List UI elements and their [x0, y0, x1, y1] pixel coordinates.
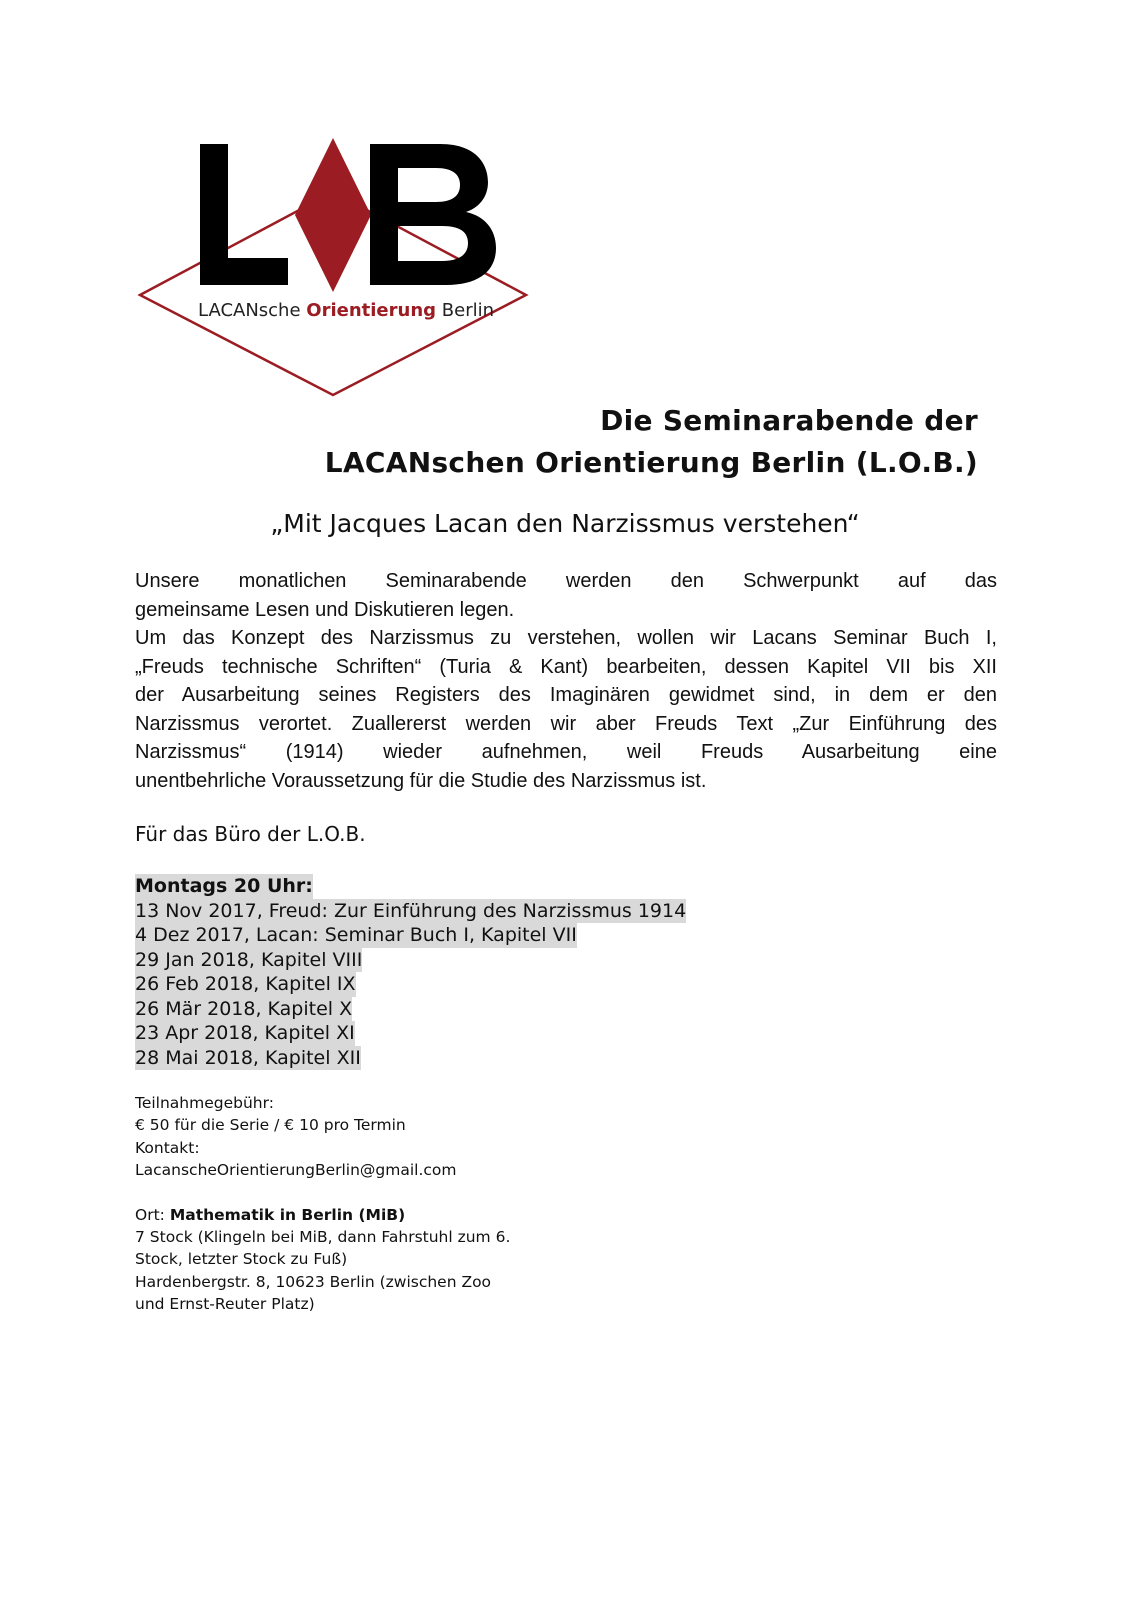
info-block [135, 1092, 997, 1182]
schedule-item: 26 Feb 2018, Kapitel IX [135, 973, 356, 995]
fee-value: € 50 für die Serie / € 10 pro Termin [135, 1116, 406, 1135]
body-line: unentbehrliche Voraussetzung für die Studie des Narzissmus ist. [135, 769, 707, 792]
contact-email[interactable]: LacanscheOrientierungBerlin@gmail.com [135, 1161, 457, 1180]
schedule [135, 874, 997, 1070]
title-line-2: LACANschen Orientierung Berlin (L.O.B.) [324, 446, 978, 479]
venue-heading [135, 1204, 997, 1226]
venue-block [135, 1204, 997, 1316]
body-line: Um das Konzept des Narzissmus zu verstehen, wollen wir Lacans Seminar Buch I, [135, 627, 997, 649]
schedule-item: 23 Apr 2018, Kapitel XI [135, 1022, 355, 1044]
body-line: Narzissmus“ (1914) wieder aufnehmen, weil Freuds Ausarbeitung eine [135, 741, 997, 763]
contact-label: Kontakt: [135, 1138, 200, 1157]
venue-line: Hardenbergstr. 8, 10623 Berlin (zwischen Zoo [135, 1272, 492, 1291]
schedule-item: 4 Dez 2017, Lacan: Seminar Buch I, Kapitel VII [135, 924, 577, 946]
venue-name: Mathematik in Berlin (MiB) [169, 1205, 406, 1224]
logo-red-diamond [295, 138, 371, 292]
venue-line: 7 Stock (Klingeln bei MiB, dann Fahrstuhl zum 6. [135, 1228, 511, 1247]
venue-line: und Ernst-Reuter Platz) [135, 1295, 315, 1314]
schedule-item: 29 Jan 2018, Kapitel VIII [135, 948, 363, 971]
logo-letter-l [200, 144, 288, 285]
schedule-item: 26 Mär 2018, Kapitel X [135, 997, 353, 1020]
body-line: Unsere monatlichen Seminarabende werden den Schwerpunkt auf das [135, 570, 997, 592]
subtitle: „Mit Jacques Lacan den Narzissmus verstehen“ [270, 509, 860, 538]
body-line: gemeinsame Lesen und Diskutieren legen. [135, 598, 515, 621]
schedule-heading: Montags 20 Uhr: [135, 875, 313, 897]
venue-label: Ort: [135, 1205, 170, 1224]
fee-label: Teilnahmegebühr: [135, 1094, 274, 1112]
body-text [135, 567, 997, 795]
schedule-item: 28 Mai 2018, Kapitel XII [135, 1046, 361, 1069]
schedule-item: 13 Nov 2017, Freud: Zur Einführung des Narzissmus 1914 [135, 899, 687, 922]
venue-line: Stock, letzter Stock zu Fuß) [135, 1250, 348, 1269]
content-flow [135, 567, 997, 1316]
body-line: Narzissmus verortet. Zuallererst werden wir aber Freuds Text „Zur Einführung des [135, 712, 997, 735]
title-line-1: Die Seminarabende der [600, 404, 978, 437]
lob-logo [130, 130, 540, 400]
logo-letter-b [370, 144, 496, 285]
body-line: „Freuds technische Schriften“ (Turia & Kant) bearbeiten, dessen Kapitel VII bis XII [135, 655, 997, 678]
signature: Für das Büro der L.O.B. [135, 822, 366, 846]
body-line: der Ausarbeitung seines Registers des Imaginären gewidmet sind, in dem er den [135, 684, 997, 706]
logo-tagline: LACANsche Orientierung Berlin [198, 300, 494, 321]
